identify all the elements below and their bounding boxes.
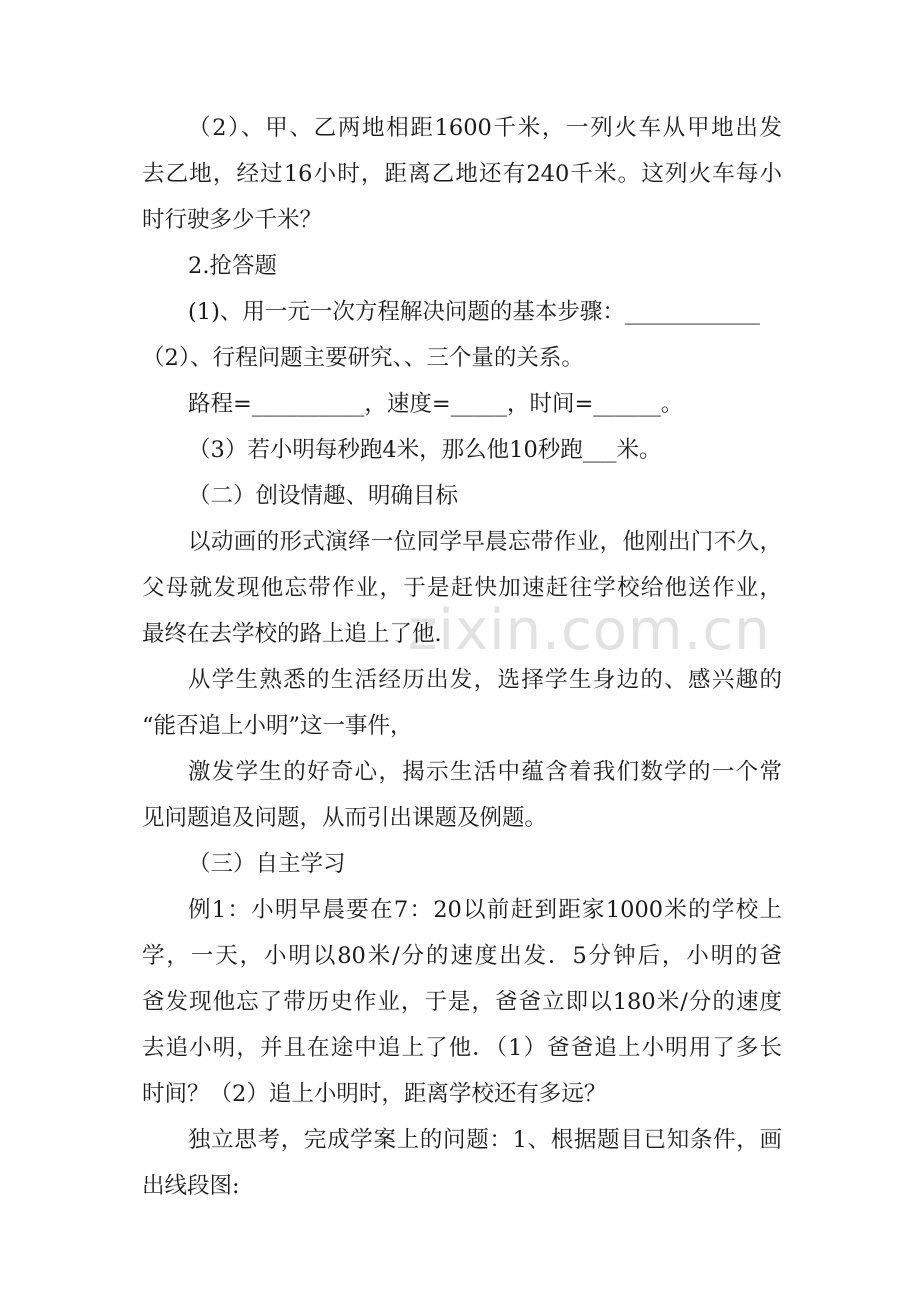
quick-q2: （2）、行程问题主要研究、、三个量的关系。 <box>142 345 584 371</box>
paragraph-life-line-1: 从学生熟悉的生活经历出发，选择学生身边的、感兴趣的 <box>188 667 782 693</box>
section-quick-answer: 2.抢答题 <box>188 253 277 279</box>
quick-q3: （3）若小明每秒跑4米，那么他10秒跑___米。 <box>188 437 662 463</box>
example-1-line-2: 学，一天，小明以80米/分的速度出发．5分钟后，小明的爸 <box>142 943 782 969</box>
paragraph-curiosity-line-2: 见问题追及问题，从而引出课题及例题。 <box>142 805 548 831</box>
paragraph-life-line-2: “能否追上小明”这一事件， <box>142 713 413 739</box>
paragraph-think-line-2: 出线段图: <box>142 1173 240 1199</box>
paragraph-animation-line-2: 父母就发现他忘带作业，于是赶快加速赶往学校给他送作业， <box>142 575 782 601</box>
watermark: zixin.com.cn <box>408 598 771 663</box>
paragraph-animation-line-3: 最终在去学校的路上追上了他. <box>142 621 442 647</box>
example-1-line-3: 爸发现他忘了带历史作业，于是，爸爸立即以180米/分的速度 <box>142 989 782 1015</box>
paragraph-think-line-1: 独立思考，完成学案上的问题：1、根据题目已知条件，画 <box>188 1127 782 1153</box>
example-1-line-1: 例1：小明早晨要在7：20以前赶到距家1000米的学校上 <box>188 897 782 923</box>
heading-section-2: （二）创设情趣、明确目标 <box>188 483 459 509</box>
heading-section-3: （三）自主学习 <box>188 851 346 877</box>
paragraph-animation-line-1: 以动画的形式演绎一位同学早晨忘带作业，他刚出门不久， <box>188 529 782 555</box>
problem-2-line-2: 去乙地，经过16小时，距离乙地还有240千米。这列火车每小 <box>142 161 782 187</box>
quick-q1: (1)、用一元一次方程解决问题的基本步骤：____________ <box>188 299 760 325</box>
example-1-line-4: 去追小明，并且在途中追上了他．（1）爸爸追上小明用了多长 <box>142 1035 782 1061</box>
quick-q2-formulas: 路程=__________，速度=_____，时间=______。 <box>188 391 684 417</box>
paragraph-curiosity-line-1: 激发学生的好奇心，揭示生活中蕴含着我们数学的一个常 <box>188 759 782 785</box>
problem-2-line-1: （2）、甲、乙两地相距1600千米，一列火车从甲地出发 <box>188 115 782 141</box>
example-1-line-5: 时间？（2）追上小明时，距离学校还有多远？ <box>142 1081 607 1107</box>
problem-2-line-3: 时行驶多少千米？ <box>142 207 323 233</box>
